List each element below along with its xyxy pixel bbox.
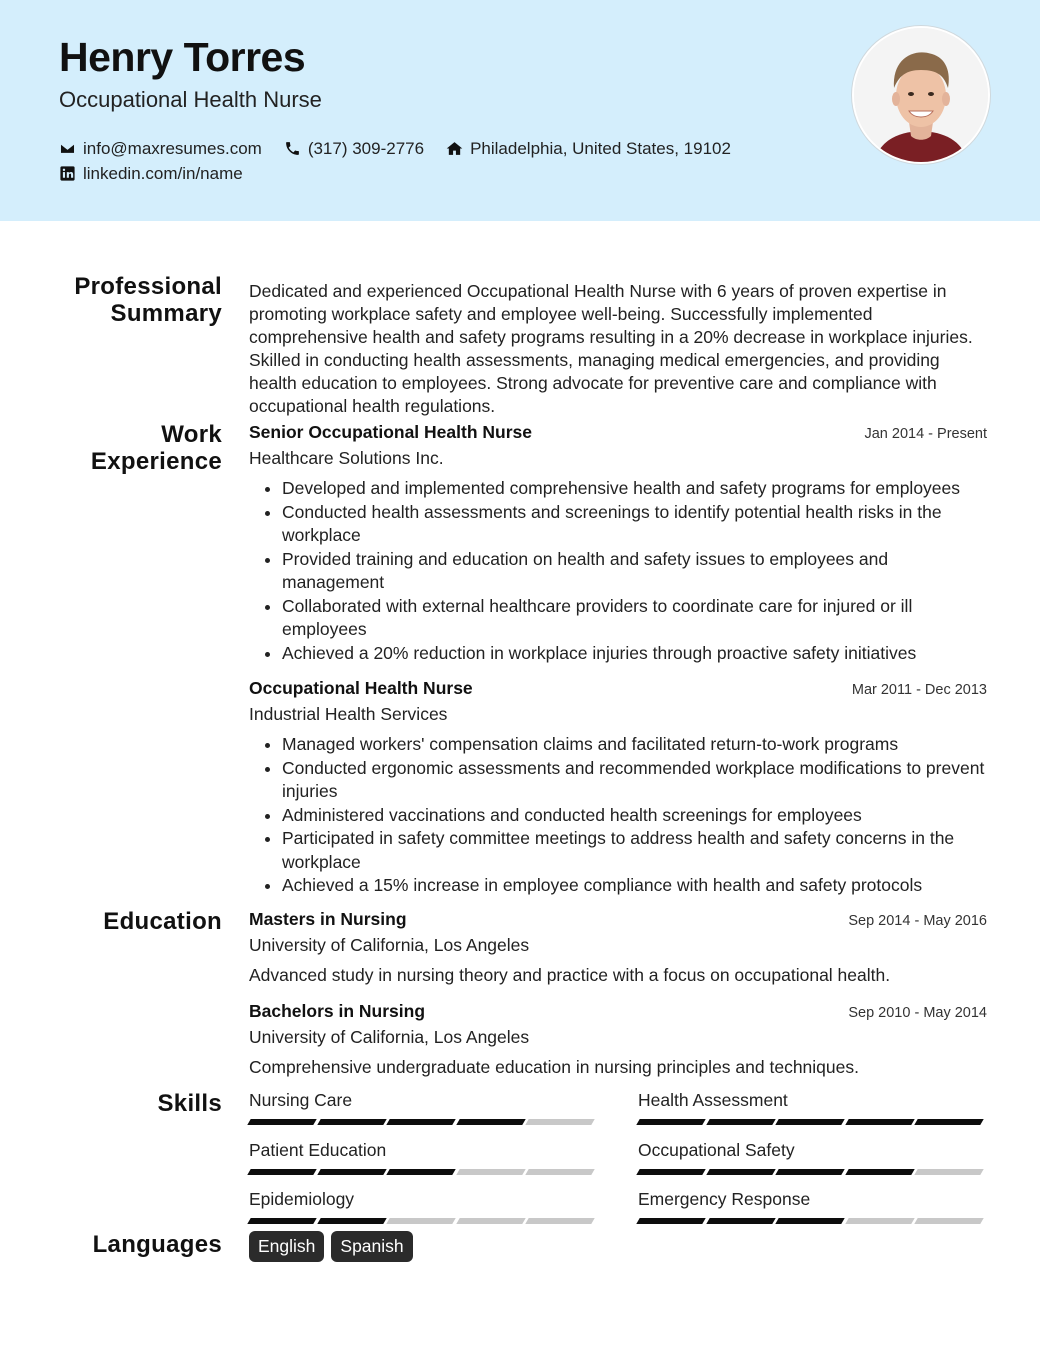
job-position: Senior Occupational Health Nurse [249, 422, 532, 442]
list-item: • Participated in safety committee meetings to address health and safety concerns in the workplace [282, 827, 987, 874]
job-title: Occupational Health Nurse [59, 87, 322, 112]
envelope-icon [59, 140, 76, 157]
skill-name: Occupational Safety [638, 1139, 795, 1160]
linkedin-icon [59, 165, 76, 182]
skill-level-meter [249, 1218, 597, 1224]
job-bullets [249, 477, 987, 665]
skill-level-segment [775, 1218, 844, 1224]
email-contact[interactable] [59, 139, 262, 159]
school-name: University of California, Los Angeles [249, 935, 530, 955]
degree-name: Bachelors in Nursing [249, 1001, 426, 1021]
skill-level-segment [317, 1169, 386, 1175]
section-title-summary: Professional Summary [74, 273, 222, 327]
list-item: • Collaborated with external healthcare providers to coordinate care for injured or ill employees [282, 595, 987, 642]
school-name: University of California, Los Angeles [249, 1027, 530, 1047]
phone-icon [284, 140, 301, 157]
skill-level-segment [636, 1218, 705, 1224]
phone-text: (317) 309-2776 [307, 138, 425, 158]
skill-name: Patient Education [249, 1139, 387, 1160]
education-entry [249, 1000, 987, 1079]
language-chip: English [249, 1231, 324, 1262]
job-entry [249, 421, 987, 665]
skill-level-segment [915, 1169, 984, 1175]
job-bullets [249, 733, 987, 898]
skill-level-segment [915, 1119, 984, 1125]
education-description: Advanced study in nursing theory and practice with a focus on occupational health. [249, 965, 891, 985]
skill-item [249, 1090, 597, 1140]
skill-level-segment [706, 1218, 775, 1224]
skill-level-segment [775, 1119, 844, 1125]
skill-level-meter [249, 1119, 597, 1125]
skill-level-segment [247, 1218, 316, 1224]
resume-header [0, 0, 1040, 221]
job-dates: Jan 2014 - Present [864, 426, 987, 442]
skill-level-segment [317, 1119, 386, 1125]
list-item: • Conducted health assessments and screenings to identify potential health risks in the workplace [282, 501, 987, 548]
candidate-name: Henry Torres [59, 34, 306, 80]
list-item: • Achieved a 15% increase in employee compliance with health and safety protocols [282, 874, 987, 898]
skill-item [638, 1090, 986, 1140]
skill-level-segment [526, 1119, 595, 1125]
section-title-experience: Work Experience [90, 421, 222, 475]
skill-item [638, 1140, 986, 1190]
skill-level-meter [249, 1169, 597, 1175]
list-item: • Achieved a 20% reduction in workplace injuries through proactive safety initiatives [282, 642, 987, 666]
skill-name: Emergency Response [638, 1189, 811, 1209]
linkedin-text: linkedin.com/in/name [83, 163, 243, 183]
skill-level-segment [845, 1218, 914, 1224]
education-entry [249, 908, 987, 987]
job-company: Industrial Health Services [249, 704, 448, 724]
skill-level-segment [456, 1119, 525, 1125]
list-item: • Managed workers' compensation claims and facilitated return-to-work programs [282, 733, 987, 757]
job-company: Healthcare Solutions Inc. [249, 448, 444, 468]
skill-level-segment [915, 1218, 984, 1224]
skill-level-segment [775, 1169, 844, 1175]
section-title-education: Education [103, 908, 222, 935]
job-entry [249, 677, 987, 898]
skill-level-segment [636, 1169, 705, 1175]
degree-name: Masters in Nursing [249, 909, 407, 929]
section-title-languages: Languages [92, 1231, 222, 1258]
skill-name: Epidemiology [249, 1189, 355, 1209]
skill-level-segment [845, 1119, 914, 1125]
skill-level-meter [638, 1218, 986, 1224]
list-item: • Conducted ergonomic assessments and recommended workplace modifications to prevent injuries [282, 757, 987, 804]
job-dates: Mar 2011 - Dec 2013 [851, 682, 987, 698]
language-list [249, 1231, 987, 1262]
profile-photo [852, 26, 990, 164]
skill-level-segment [247, 1119, 316, 1125]
skill-level-segment [636, 1119, 705, 1125]
skill-level-segment [526, 1218, 595, 1224]
language-chip: Spanish [331, 1231, 412, 1262]
skill-name: Nursing Care [249, 1090, 353, 1110]
location-contact [446, 139, 731, 159]
skill-level-meter [638, 1169, 986, 1175]
list-item: • Developed and implemented comprehensive health and safety programs for employees [282, 477, 987, 501]
skill-name: Health Assessment [638, 1090, 788, 1110]
phone-contact[interactable] [284, 139, 424, 159]
skill-level-segment [456, 1169, 525, 1175]
skill-level-segment [456, 1218, 525, 1224]
skill-level-segment [386, 1218, 455, 1224]
skill-level-segment [706, 1169, 775, 1175]
summary-text: Dedicated and experienced Occupational Health Nurse with 6 years of proven expertise in promoting workplace safety and employee well-being. Successfully implemented comprehensive health and safety programs resulting in a 20% decrease in workplace injuries. Skilled in conducting health assessments, managing medical emergencies, and providing health education to employees. Strong advocate for preventive care and compliance with occupational health regulations. [249, 281, 973, 416]
education-dates: Sep 2010 - May 2014 [848, 1005, 987, 1021]
education-description: Comprehensive undergraduate education in nursing principles and techniques. [249, 1057, 859, 1077]
section-title-skills: Skills [157, 1090, 222, 1117]
linkedin-contact[interactable] [59, 164, 243, 184]
skill-level-segment [845, 1169, 914, 1175]
skill-level-segment [386, 1169, 455, 1175]
skill-level-segment [706, 1119, 775, 1125]
list-item: • Administered vaccinations and conducted health screenings for employees [282, 804, 987, 828]
location-text: Philadelphia, United States, 19102 [470, 138, 731, 158]
skill-level-segment [247, 1169, 316, 1175]
skill-level-segment [317, 1218, 386, 1224]
home-icon [446, 140, 463, 157]
education-dates: Sep 2014 - May 2016 [848, 913, 987, 929]
skill-level-segment [386, 1119, 455, 1125]
skill-item [249, 1140, 597, 1190]
skills-grid [249, 1090, 987, 1239]
email-text: info@maxresumes.com [83, 138, 262, 158]
job-position: Occupational Health Nurse [249, 678, 473, 698]
skill-level-meter [638, 1119, 986, 1125]
avatar-portrait [854, 28, 988, 162]
list-item: • Provided training and education on health and safety issues to employees and management [282, 548, 987, 595]
skill-level-segment [526, 1169, 595, 1175]
